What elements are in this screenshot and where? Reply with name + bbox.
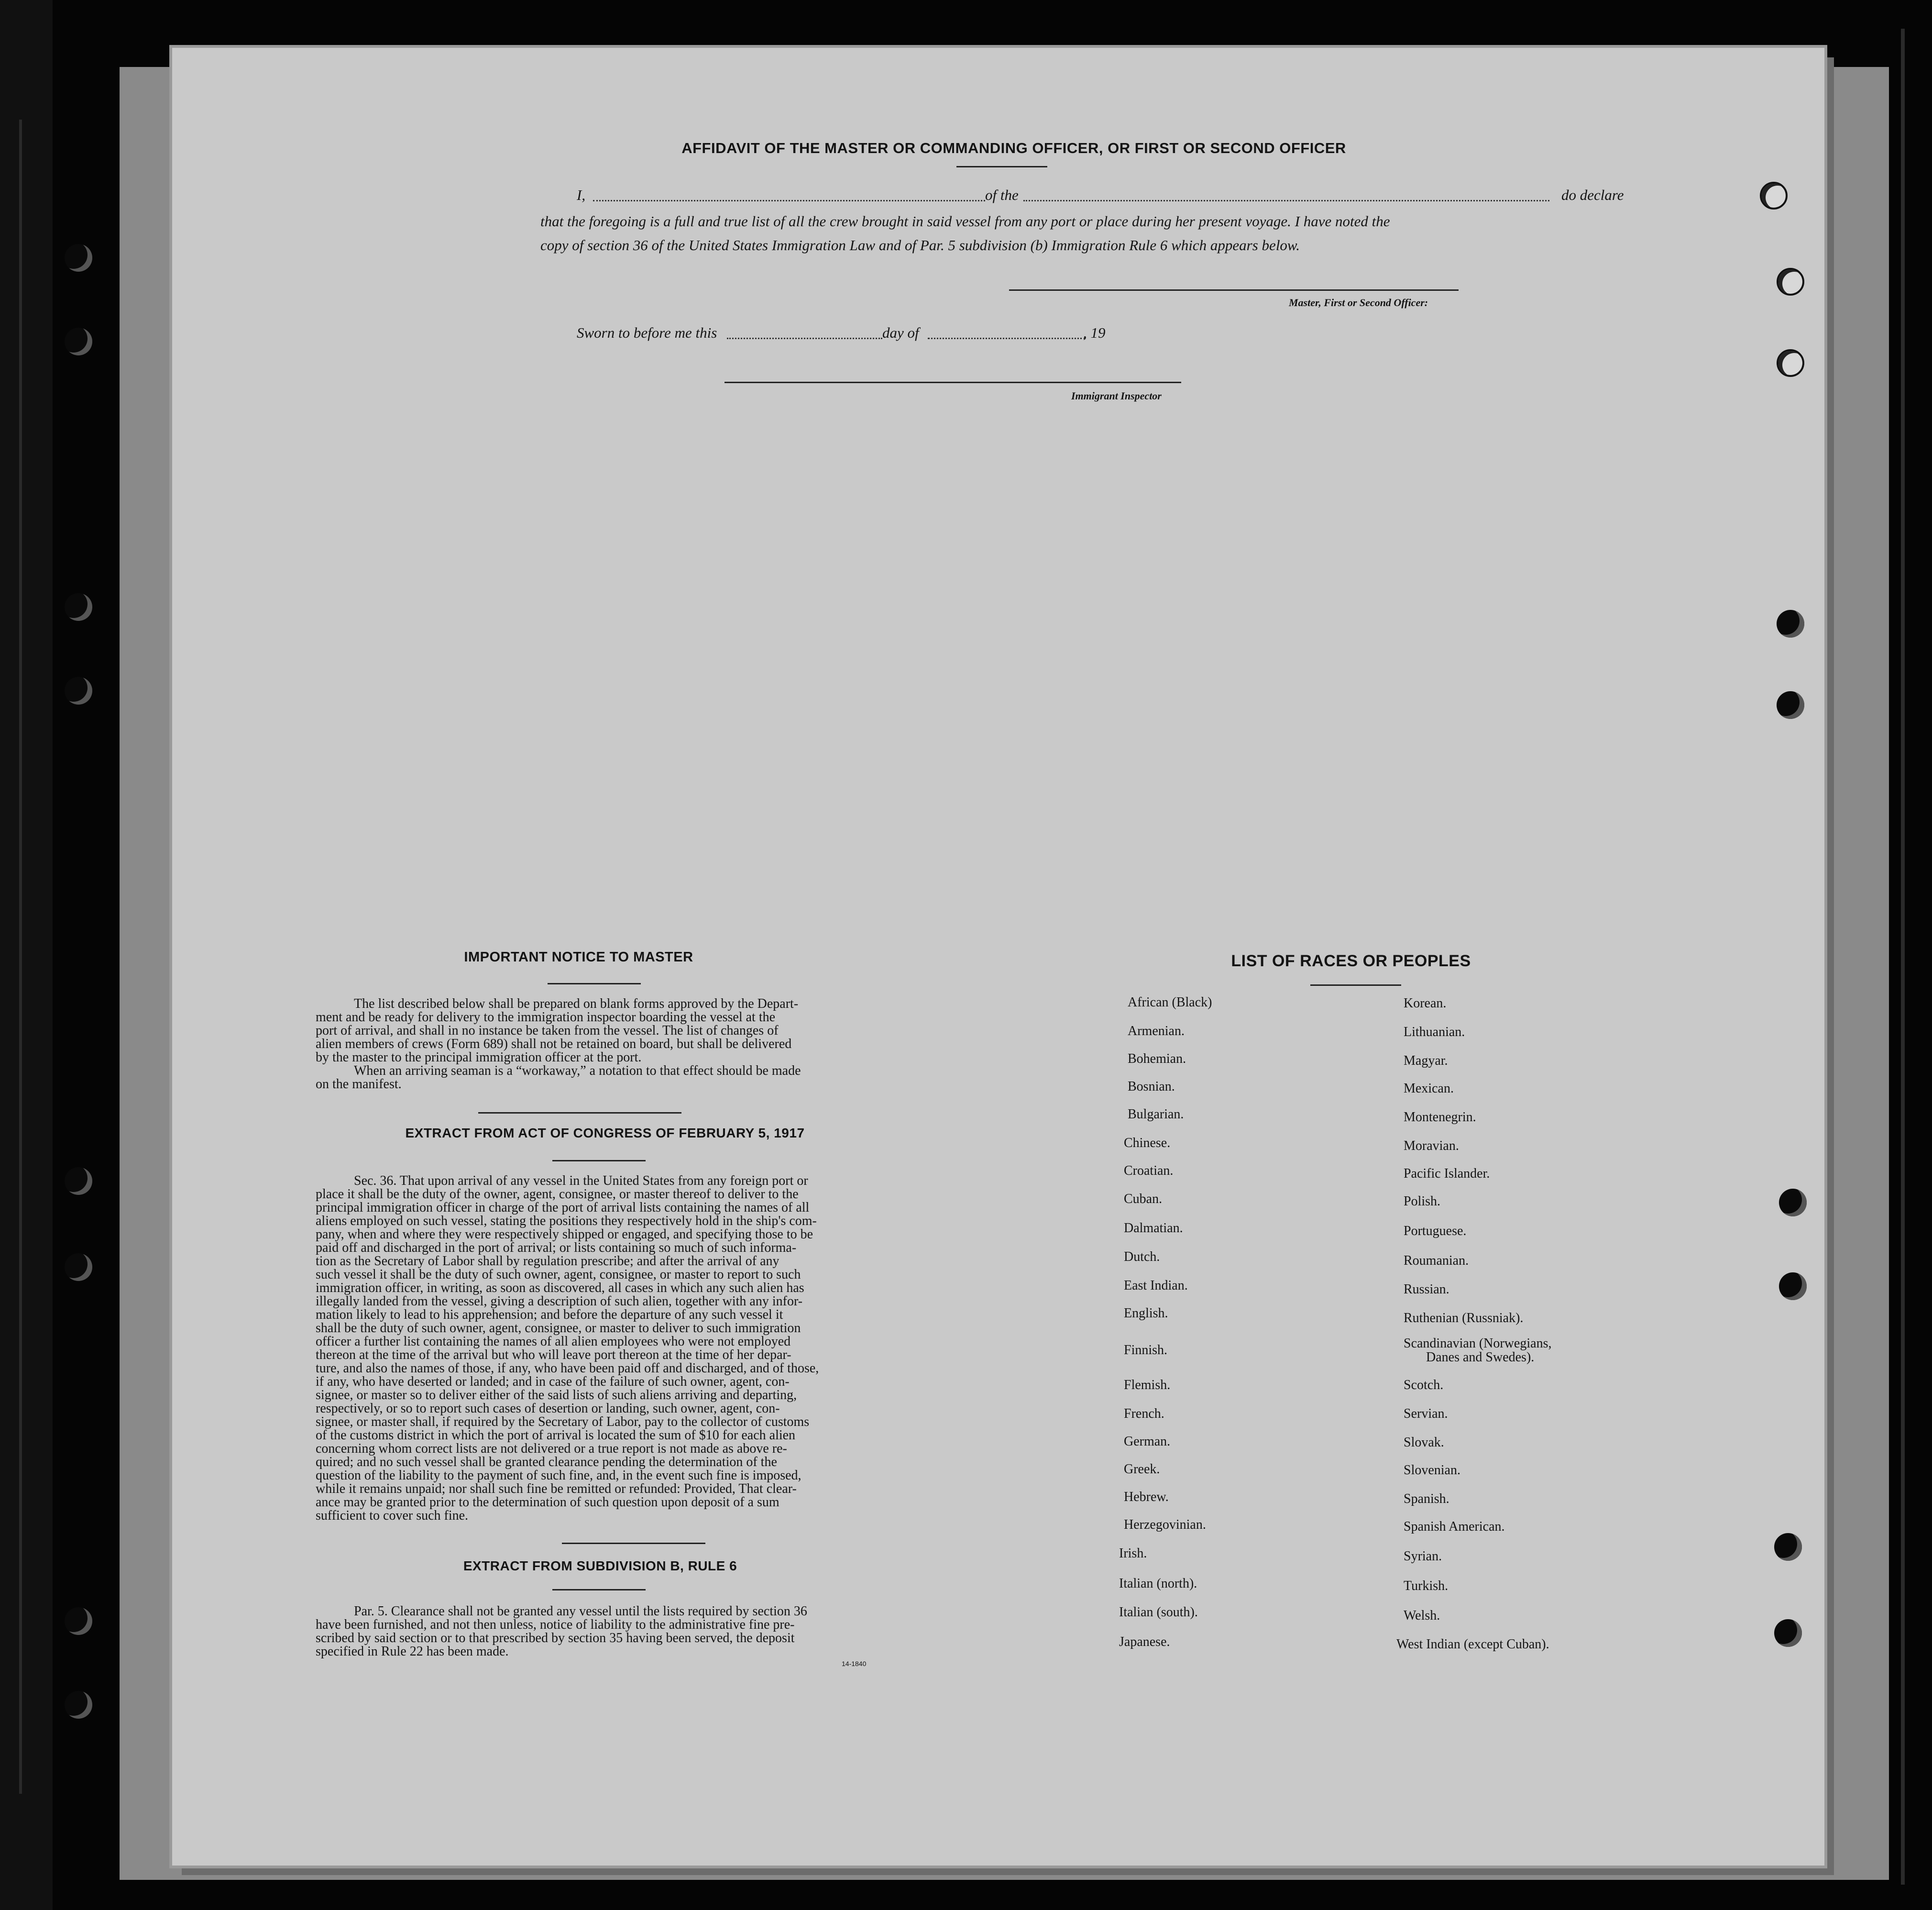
race-item: Danes and Swedes). [1426,1350,1535,1365]
act-line: ance may be granted prior to the determination of such question upon deposit of a sum [316,1495,779,1510]
notice-rule [548,983,641,984]
race-item: East Indian. [1124,1278,1188,1293]
document-page [172,48,1824,1866]
year-label: , 19 [1083,324,1106,341]
inspector-caption: Immigrant Inspector [1071,390,1162,402]
binder-hole [1774,1619,1802,1647]
notice-line: The list described below shall be prepared on blank forms approved by the Depart- [354,996,799,1011]
race-item: English. [1124,1306,1168,1321]
race-item: Italian (north). [1119,1576,1197,1591]
race-item: Mexican. [1404,1081,1454,1096]
signature-caption: Master, First or Second Officer: [1289,297,1428,309]
race-item: West Indian (except Cuban). [1396,1637,1549,1652]
form-number: 14-1840 [842,1660,867,1667]
act-top-rule [478,1112,681,1114]
race-item: Flemish. [1124,1378,1171,1392]
race-item: Scotch. [1404,1378,1444,1392]
frame-edge-line [19,120,22,1794]
notice-line: on the manifest. [316,1077,402,1092]
race-item: Slovak. [1404,1435,1444,1450]
rule-line: have been furnished, and not then unless, notice of liability to the administrative fine pre- [316,1617,795,1632]
act-line: respectively, or so to report such cases of desertion or landing, such owner, agent, con- [316,1401,780,1416]
race-item: Ruthenian (Russniak). [1404,1311,1524,1325]
act-line: sufficient to cover such fine. [316,1508,469,1523]
act-rule [552,1160,646,1161]
notice-line: port of arrival, and shall in no instance be taken from the vessel. The list of changes of [316,1023,779,1038]
act-line: ture, and also the names of those, if any, who have been paid off and discharged, and of those, [316,1361,819,1376]
rule-line: Par. 5. Clearance shall not be granted any vessel until the lists required by section 36 [354,1604,807,1619]
binder-hole [65,1253,92,1281]
affidavit-of-the: of the [985,187,1019,203]
frame-edge-line [1901,29,1905,1885]
race-item: Scandinavian (Norwegians, [1404,1336,1552,1351]
binder-hole [1779,1189,1807,1216]
act-line: officer a further list containing the names of all alien employees who were not employed [316,1334,791,1349]
race-item: Dalmatian. [1124,1221,1183,1236]
act-line: if any, who have deserted or landed; and in case of the failure of such owner, agent, con- [316,1374,790,1389]
binder-hole [1777,268,1804,296]
binder-hole [1777,610,1804,638]
act-line: tion as the Secretary of Labor shall by regulation prescribe; and after the arrival of any [316,1254,779,1269]
act-line: concerning whom correct lists are not delivered or a true report is not made as above re- [316,1441,787,1456]
binder-hole [1777,691,1804,719]
races-rule [1310,984,1401,986]
race-item: Syrian. [1404,1549,1442,1564]
race-item: Herzegovinian. [1124,1517,1206,1532]
race-item: Lithuanian. [1404,1025,1465,1039]
race-item: Slovenian. [1404,1463,1460,1478]
binder-hole [1760,182,1788,210]
act-line: aliens employed on such vessel, stating the positions they respectively hold in the ship's com- [316,1214,817,1228]
binder-hole [65,593,92,621]
race-item: Armenian. [1128,1024,1185,1038]
film-frame-left [0,0,53,1910]
signature-line [1009,289,1459,291]
notice-line: alien members of crews (Form 689) shall not be retained on board, but shall be delivered [316,1037,792,1051]
rule-heading: EXTRACT FROM SUBDIVISION B, RULE 6 [463,1558,737,1573]
act-line: shall be the duty of such owner, agent, consignee, or master to deliver to such immigration [316,1321,801,1336]
notice-heading: IMPORTANT NOTICE TO MASTER [464,949,693,965]
act-heading: EXTRACT FROM ACT OF CONGRESS OF FEBRUARY 5, 1917 [405,1126,805,1140]
race-item: Pacific Islander. [1404,1166,1490,1181]
race-item: Finnish. [1124,1343,1168,1358]
act-line: question of the liability to the payment of such fine, and, in the event such fine is imposed, [316,1468,801,1483]
act-line: such vessel it shall be the duty of such owner, agent, consignee, or master to report to such [316,1267,801,1282]
race-item: Spanish. [1404,1491,1449,1506]
act-line: mation likely to lead to his apprehension; and before the departure of any such vessel it [316,1307,783,1322]
race-item: Russian. [1404,1282,1449,1297]
race-item: Spanish American. [1404,1519,1505,1534]
act-line: Sec. 36. That upon arrival of any vessel in the United States from any foreign port or [354,1173,808,1188]
sworn-month-blank [928,338,1086,339]
race-item: Bosnian. [1128,1079,1175,1094]
race-item: Roumanian. [1404,1253,1469,1268]
affidavit-line-3: copy of section 36 of the United States Immigration Law and of Par. 5 subdivision (b) Immigration Rule 6 which appears below. [540,237,1300,254]
heading-rule [956,166,1047,167]
act-text [316,1174,878,1523]
day-of-label: day of [882,324,919,341]
act-line: pany, when and where they were respectively shipped or engaged, and specifying those to be [316,1227,813,1242]
inspector-signature-line [724,382,1181,383]
rule-rule [552,1589,646,1590]
affidavit-line-2: that the foregoing is a full and true list of all the crew brought in said vessel from any port or place during her present voyage. I have noted the [540,213,1390,230]
notice-text [316,997,878,1091]
binder-hole [65,1691,92,1719]
binder-hole [65,328,92,355]
race-item: Welsh. [1404,1608,1440,1623]
race-item: Polish. [1404,1194,1441,1209]
affidavit-i-label: I, [577,187,586,203]
race-item: Turkish. [1404,1579,1449,1593]
binder-hole [1779,1272,1807,1300]
binder-hole [1774,1533,1802,1561]
sworn-label: Sworn to before me this [577,324,717,341]
notice-line: When an arriving seaman is a “workaway,” a notation to that effect should be made [354,1063,801,1078]
races-heading: LIST OF RACES OR PEOPLES [1231,952,1471,970]
rule-line: scribed by said section or to that prescribed by section 35 having been served, the deposit [316,1631,795,1645]
rule-line: specified in Rule 22 has been made. [316,1644,509,1659]
race-item: Magyar. [1404,1053,1448,1068]
race-item: Servian. [1404,1406,1448,1421]
act-line: illegally landed from the vessel, giving a description of such alien, together with any infor- [316,1294,803,1309]
race-item: German. [1124,1434,1171,1449]
rule-text [316,1605,878,1658]
act-line: immigration officer, in writing, as soon as discovered, all cases in which any such alien has [316,1281,804,1295]
race-item: Portuguese. [1404,1224,1467,1238]
race-item: Cuban. [1124,1192,1163,1206]
race-item: Hebrew. [1124,1490,1169,1504]
act-line: while it remains unpaid; nor shall such fine be remitted or refunded: Provided, That clear- [316,1481,797,1496]
binder-hole [65,1167,92,1195]
race-item: Italian (south). [1119,1605,1198,1620]
race-item: Korean. [1404,996,1447,1011]
act-line: paid off and discharged in the port of arrival; or lists containing so much of such informa- [316,1240,797,1255]
vessel-blank [1023,200,1549,201]
race-item: Moravian. [1404,1138,1459,1153]
race-item: Croatian. [1124,1163,1174,1178]
binder-hole [65,1607,92,1635]
binder-hole [65,677,92,705]
race-item: Montenegrin. [1404,1110,1476,1125]
act-line: principal immigration officer in charge of the port of arrival lists containing the names of all [316,1200,810,1215]
act-line: thereon at the time of the arrival but who will leave port thereon at the time of her depar- [316,1347,791,1362]
act-line: of the customs district in which the port of arrival is located the sum of $10 for each alien [316,1428,796,1443]
race-item: Bohemian. [1128,1051,1186,1066]
race-item: Bulgarian. [1128,1107,1184,1122]
race-item: Japanese. [1119,1634,1170,1649]
affidavit-heading: AFFIDAVIT OF THE MASTER OR COMMANDING OFFICER, OR FIRST OR SECOND OFFICER [681,140,1346,156]
act-line: signee, or master shall, if required by the Secretary of Labor, pay to the collector of customs [316,1414,810,1429]
binder-hole [1777,349,1804,377]
act-line: quired; and no such vessel shall be granted clearance pending the determination of the [316,1455,777,1469]
name-blank [593,200,985,201]
race-item: Irish. [1119,1546,1147,1561]
notice-line: by the master to the principal immigration officer at the port. [316,1050,642,1065]
affidavit-do-declare: do declare [1561,187,1624,203]
race-item: African (Black) [1128,995,1212,1010]
sworn-day-blank [727,338,882,339]
race-item: Greek. [1124,1462,1160,1477]
binder-hole [65,244,92,272]
notice-line: ment and be ready for delivery to the immigration inspector boarding the vessel at the [316,1010,776,1025]
race-item: French. [1124,1406,1164,1421]
act-line: signee, or master so to deliver either of the said lists of such aliens arriving and departing, [316,1388,797,1402]
race-item: Chinese. [1124,1136,1171,1150]
rule-top-rule [562,1543,705,1544]
race-item: Dutch. [1124,1249,1160,1264]
act-line: place it shall be the duty of the owner, agent, consignee, or master thereof to deliver to the [316,1187,799,1202]
